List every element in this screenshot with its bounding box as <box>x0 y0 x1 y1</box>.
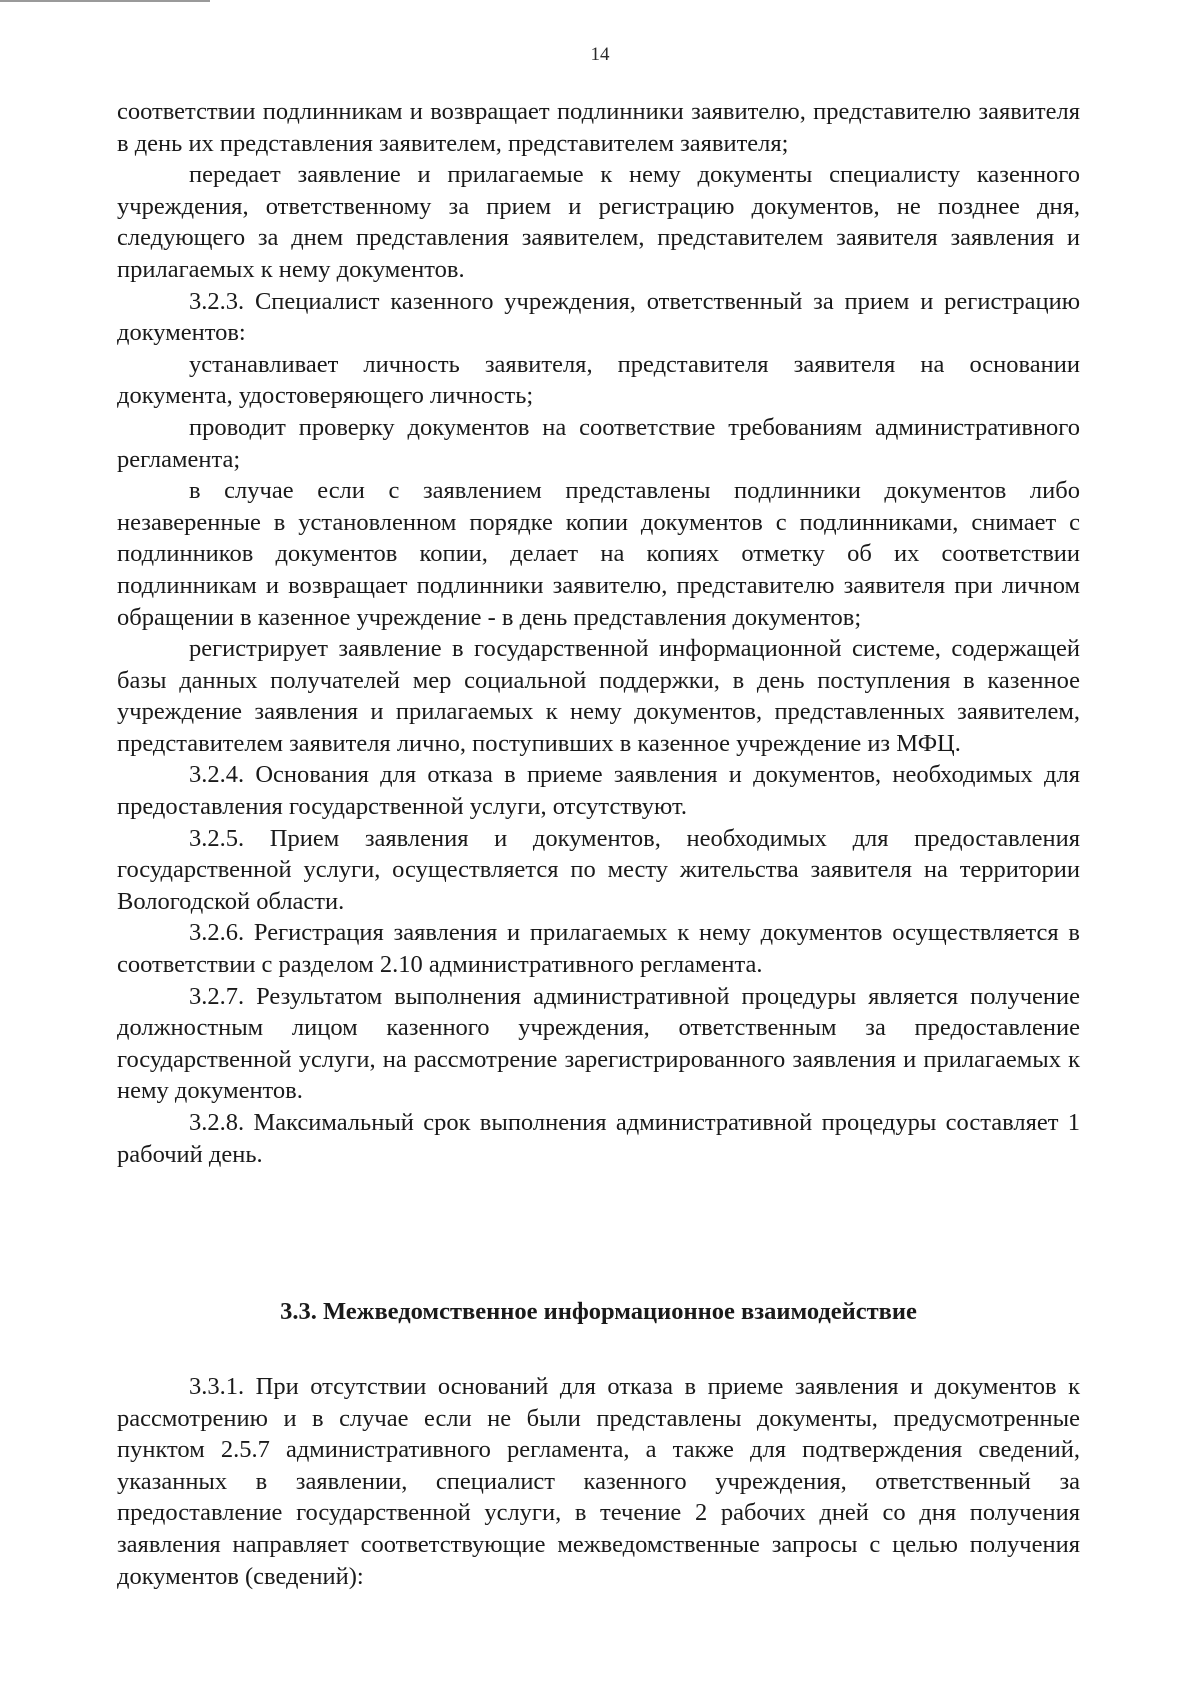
paragraph: 3.2.3. Специалист казенного учреждения, ответственный за прием и регистрацию документов: <box>117 287 1080 347</box>
paragraph: устанавливает личность заявителя, представителя заявителя на основании документа, удостоверяющего личность; <box>117 350 1080 410</box>
section-body-text <box>117 1371 1080 1592</box>
paragraph: проводит проверку документов на соответствие требованиям административного регламента; <box>117 413 1080 473</box>
page-number: 14 <box>590 44 610 65</box>
paragraph: в случае если с заявлением представлены подлинники документов либо незаверенные в установленном порядке копии документов с подлинниками, снимает с подлинников документов копии, делает на копиях отметку об их соответствии подлинникам и возвращает подлинники заявителю, представителю заявителя при личном обращении в казенное учреждение - в день представления документов; <box>117 477 1080 631</box>
paragraph: регистрирует заявление в государственной информационной системе, содержащей базы данных получателей мер социальной поддержки, в день поступления в казенное учреждение заявления и прилагаемых к нему документов, представленных заявителем, представителем заявителя лично, поступивших в казенное учреждение из МФЦ. <box>117 635 1080 757</box>
section-heading: 3.3. Межведомственное информационное взаимодействие <box>280 1298 917 1325</box>
body-text <box>117 96 1080 1170</box>
paragraph: 3.2.8. Максимальный срок выполнения административной процедуры составляет 1 рабочий день. <box>117 1109 1080 1168</box>
paragraph: 3.2.6. Регистрация заявления и прилагаемых к нему документов осуществляется в соответствии с разделом 2.10 административного регламента. <box>117 919 1080 979</box>
scan-edge-line <box>0 0 210 2</box>
paragraph: 3.3.1. При отсутствии оснований для отказа в приеме заявления и документов к рассмотрению и в случае если не были представлены документы, предусмотренные пунктом 2.5.7 административного регламента, а также для подтверждения сведений, указанных в заявлении, специалист казенного учреждения, ответственный за предоставление государственной услуги, в течение 2 рабочих дней со дня получения заявления направляет соответствующие межведомственные запросы с целью получения документов (сведений): <box>117 1373 1080 1590</box>
paragraph: передает заявление и прилагаемые к нему документы специалисту казенного учреждения, ответственному за прием и регистрацию документов, не позднее дня, следующего за днем представления заявителем, представителем заявителя заявления и прилагаемых к нему документов. <box>117 161 1080 283</box>
paragraph: 3.2.5. Прием заявления и документов, необходимых для предоставления государственной услуги, осуществляется по месту жительства заявителя на территории Вологодской области. <box>117 824 1080 915</box>
paragraph: 3.2.7. Результатом выполнения административной процедуры является получение должностным лицом казенного учреждения, ответственным за предоставление государственной услуги, на рассмотрение зарегистрированного заявления и прилагаемых к нему документов. <box>117 982 1080 1105</box>
paragraph: 3.2.4. Основания для отказа в приеме заявления и документов, необходимых для предоставления государственной услуги, отсутствуют. <box>117 761 1080 821</box>
paragraph: соответствии подлинникам и возвращает подлинники заявителю, представителю заявителя в день их представления заявителем, представителем заявителя; <box>117 98 1080 157</box>
